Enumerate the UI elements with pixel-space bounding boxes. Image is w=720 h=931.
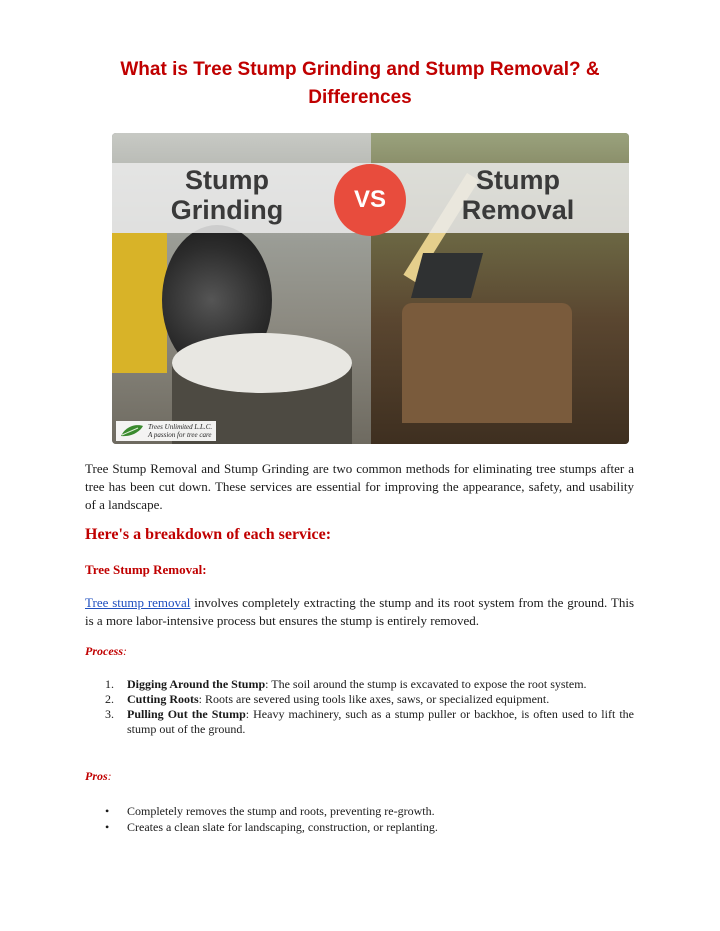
intro-paragraph: Tree Stump Removal and Stump Grinding are two common methods for eliminating tree stumps after a tree has been cut down. These services are essential for improving the appearance, safety, and usability of a landscape. (85, 461, 634, 512)
pros-label (85, 769, 112, 784)
step-number: 1. (105, 677, 114, 691)
removal-paragraph (85, 594, 634, 630)
process-step (100, 692, 634, 707)
process-label-text: Process (85, 644, 123, 658)
step-number: 2. (105, 692, 114, 706)
logo-tagline: A passion for tree care (148, 431, 212, 439)
bullet-icon: • (105, 820, 110, 834)
page-title: What is Tree Stump Grinding and Stump Removal? & Differences (120, 59, 600, 108)
stump-removal-heading: Stump Removal (461, 165, 575, 225)
pros-list (100, 803, 634, 835)
rotted-stump (402, 303, 572, 423)
leaf-icon (120, 424, 144, 438)
process-list (100, 677, 634, 737)
process-step (100, 707, 634, 737)
bullet-icon: • (105, 804, 110, 818)
step-text: : The soil around the stump is excavated to expose the root system. (265, 677, 587, 691)
pros-colon: : (107, 769, 112, 783)
pros-label-text: Pros (85, 769, 108, 783)
process-colon: : (123, 644, 127, 658)
vs-badge: VS (334, 164, 406, 236)
pros-item-text: Completely removes the stump and roots, preventing re-growth. (127, 804, 435, 818)
pros-item (100, 819, 634, 835)
pros-item (100, 803, 634, 819)
step-text: : Heavy machinery, such as a stump puller or backhoe, is often used to lift the stump out of the ground. (127, 707, 634, 736)
step-text: : Roots are severed using tools like axes, saws, or specialized equipment. (198, 692, 550, 706)
process-step (100, 677, 634, 692)
axe-head (411, 253, 483, 298)
step-number: 3. (105, 707, 114, 721)
process-label (85, 644, 127, 659)
step-title: Digging Around the Stump (127, 677, 266, 691)
step-title: Cutting Roots (127, 692, 199, 706)
tree-stump-removal-link[interactable]: Tree stump removal (85, 595, 191, 610)
step-title: Pulling Out the Stump (127, 707, 246, 721)
hero-image (112, 133, 629, 444)
stump-grinding-heading: Stump Grinding (170, 165, 284, 225)
company-logo (116, 421, 216, 441)
removal-heading: Tree Stump Removal: (85, 562, 207, 577)
breakdown-heading: Here's a breakdown of each service: (85, 526, 332, 543)
pros-item-text: Creates a clean slate for landscaping, construction, or replanting. (127, 820, 438, 834)
removal-description: involves completely extracting the stump and its root system from the ground. This is a more labor-intensive process but ensures the stump is entirely removed. (85, 595, 634, 628)
logo-name: Trees Unlimited L.L.C. (148, 423, 213, 431)
ground-stump-top (172, 333, 352, 393)
grinder-machine (112, 233, 167, 373)
